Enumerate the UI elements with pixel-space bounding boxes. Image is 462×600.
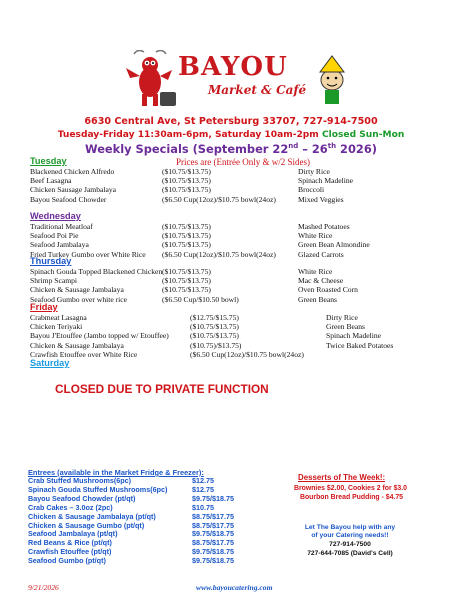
catering-line-2: of your Catering needs!!	[311, 532, 389, 539]
menu-item-price: ($10.75/$13.75)	[162, 285, 211, 295]
day-heading-saturday: Saturday	[30, 358, 70, 368]
menu-item-price: ($6.50 Cup/$10.50 bowl)	[162, 294, 239, 304]
website-link[interactable]: www.bayoucatering.com	[196, 583, 273, 592]
entrees-heading: Entrees (available in the Market Fridge & Freezer):	[28, 468, 204, 477]
menu-item-name: Seafood Jambalaya	[30, 240, 89, 250]
pot-icon	[160, 92, 176, 106]
day-heading-thursday: Thursday	[30, 256, 72, 266]
menu-item-name: Chicken & Sausage Jambalaya	[30, 285, 124, 295]
menu-item-side: Dirty Rice	[326, 313, 358, 322]
day-heading-wednesday: Wednesday	[30, 211, 81, 221]
menu-item-side: Mixed Veggies	[298, 194, 344, 204]
entree-price: $8.75/$17.75	[192, 511, 234, 521]
entree-price: $9.75/$18.75	[192, 493, 234, 503]
menu-item-side: Glazed Carrots	[298, 249, 344, 259]
menu-item-side: Mashed Potatoes	[298, 222, 350, 231]
entree-name: Bayou Seafood Chowder (pt/qt)	[28, 493, 136, 503]
menu-item-price: ($10.75/$13.75)	[162, 185, 211, 195]
menu-item-side: Green Beans	[326, 322, 366, 332]
brand-name: BAYOU	[178, 52, 288, 82]
desserts-title: Desserts of The Week!:	[298, 473, 386, 482]
entree-price: $8.75/$17.75	[192, 538, 234, 548]
menu-item-price: ($10.75/$13.75)	[190, 322, 239, 332]
menu-item-price: ($10.75/$13.75)	[162, 240, 211, 250]
menu-item-name: Traditional Meatloaf	[30, 222, 93, 231]
hours-line	[0, 130, 462, 140]
entree-name: Crab Cakes – 3.0oz (2pc)	[28, 502, 113, 512]
menu-item-side: Spinach Madeline	[298, 176, 354, 186]
menu-item-price: ($6.50 Cup(12oz)/$10.75 bowl(24oz)	[162, 249, 276, 259]
menu-item-name: Chicken Teriyaki	[30, 322, 83, 332]
menu-item-name: Crawfish Etouffee over White Rice	[30, 349, 138, 359]
desserts-line-1: Brownies $2.00, Cookies 2 for $3.0	[294, 485, 407, 492]
menu-item-side: White Rice	[298, 267, 333, 276]
closed-days: Closed Sun-Mon	[321, 130, 405, 140]
menu-item-name: Blackened Chicken Alfredo	[30, 167, 115, 176]
entree-price: $9.75/$18.75	[192, 556, 234, 566]
weekly-specials-title: Weekly Specials (September 22nd – 26th 2026)	[85, 142, 377, 156]
menu-item-price: ($10.75/$13.75)	[162, 167, 211, 176]
menu-item-name: Bayou J'Etouffee (Jambo topped w/ Etouffee)	[30, 331, 169, 341]
menu-item-name: Seafood Gumbo over white rice	[30, 294, 128, 304]
entree-name: Red Beans & Rice (pt/qt)	[28, 538, 112, 548]
menu-item-price: ($12.75/$15.75)	[190, 313, 239, 322]
menu-item-price: ($10.75/$13.75)	[162, 267, 211, 276]
menu-item-side: Green Beans	[298, 294, 338, 304]
menu-item-price: ($10.75/$13.75)	[162, 176, 211, 186]
entree-name: Seafood Gumbo (pt/qt)	[28, 556, 106, 566]
menu-item-side: Dirty Rice	[298, 167, 330, 176]
menu-item-price: ($6.50 Cup(12oz)/$10.75 bowl(24oz)	[190, 349, 304, 359]
entree-price: $8.75/$17.75	[192, 520, 234, 530]
catering-phone-1: 727-914-7500	[329, 541, 371, 548]
desserts-line-2: Bourbon Bread Pudding - $4.75	[300, 494, 403, 501]
entree-name: Crawfish Etouffee (pt/qt)	[28, 547, 112, 557]
entree-price: $9.75/$18.75	[192, 547, 234, 557]
entree-name: Chicken & Sausage Jambalaya (pt/qt)	[28, 511, 156, 521]
address-line: 6630 Central Ave, St Petersburg 33707, 727-914-7500	[84, 116, 378, 127]
entree-price: $10.75	[192, 502, 214, 512]
menu-item-price: ($10.75)/$13.75)	[190, 340, 242, 350]
closed-notice: CLOSED DUE TO PRIVATE FUNCTION	[55, 382, 269, 396]
entree-price: $12.75	[192, 484, 214, 494]
menu-item-name: Spinach Gouda Topped Blackened Chicken	[30, 267, 163, 276]
entree-name: Crab Stuffed Mushrooms(6pc)	[28, 476, 132, 485]
menu-item-price: ($10.75/$13.75)	[162, 222, 211, 231]
menu-item-side: Oven Roasted Corn	[298, 285, 358, 295]
hours-text: Tuesday-Friday 11:30am-6pm, Saturday 10am-2pm	[57, 130, 319, 140]
footer-date: 9/21/2026	[28, 583, 59, 592]
entree-name: Seafood Jambalaya (pt/qt)	[28, 529, 118, 539]
menu-item-price: ($10.75/$13.75)	[190, 331, 239, 341]
entree-name: Spinach Gouda Stuffed Mushrooms(6pc)	[28, 484, 168, 494]
menu-item-name: Chicken Sausage Jambalaya	[30, 185, 117, 195]
menu-item-side: Spinach Madeline	[326, 331, 382, 341]
menu-item-name: Shrimp Scampi	[30, 276, 78, 286]
menu-item-side: Broccoli	[298, 185, 325, 195]
catering-phone-2: 727-644-7085 (David's Cell)	[307, 550, 393, 557]
menu-item-name: Seafood Poi Pie	[30, 231, 79, 241]
chef-mascot-icon	[320, 56, 344, 104]
menu-item-price: ($10.75/$13.75)	[162, 276, 211, 286]
menu-item-name: Fried Turkey Gumbo over White Rice	[30, 249, 146, 259]
menu-item-price: ($10.75/$13.75)	[162, 231, 211, 241]
day-heading-friday: Friday	[30, 302, 58, 312]
day-heading-tuesday: Tuesday	[30, 156, 67, 166]
entree-price: $9.75/$18.75	[192, 529, 234, 539]
menu-item-side: Twice Baked Potatoes	[326, 340, 394, 350]
menu-item-name: Beef Lasagna	[30, 176, 72, 186]
entree-name: Chicken & Sausage Gumbo (pt/qt)	[28, 520, 145, 530]
menu-item-side: White Rice	[298, 231, 333, 241]
menu-item-name: Crabmeat Lasagna	[30, 313, 87, 322]
prices-note: Prices are (Entrée Only & w/2 Sides)	[176, 157, 310, 167]
menu-item-name: Bayou Seafood Chowder	[30, 194, 107, 204]
entree-price: $12.75	[192, 476, 214, 485]
catering-line-1: Let The Bayou help with any	[304, 524, 396, 531]
menu-item-name: Chicken & Sausage Jambalaya	[30, 340, 124, 350]
menu-item-price: ($6.50 Cup(12oz)/$10.75 bowl(24oz)	[162, 194, 276, 204]
brand-subtitle: Market & Café	[208, 83, 307, 97]
menu-item-side: Mac & Cheese	[298, 276, 344, 286]
menu-item-side: Green Bean Almondine	[298, 240, 370, 250]
